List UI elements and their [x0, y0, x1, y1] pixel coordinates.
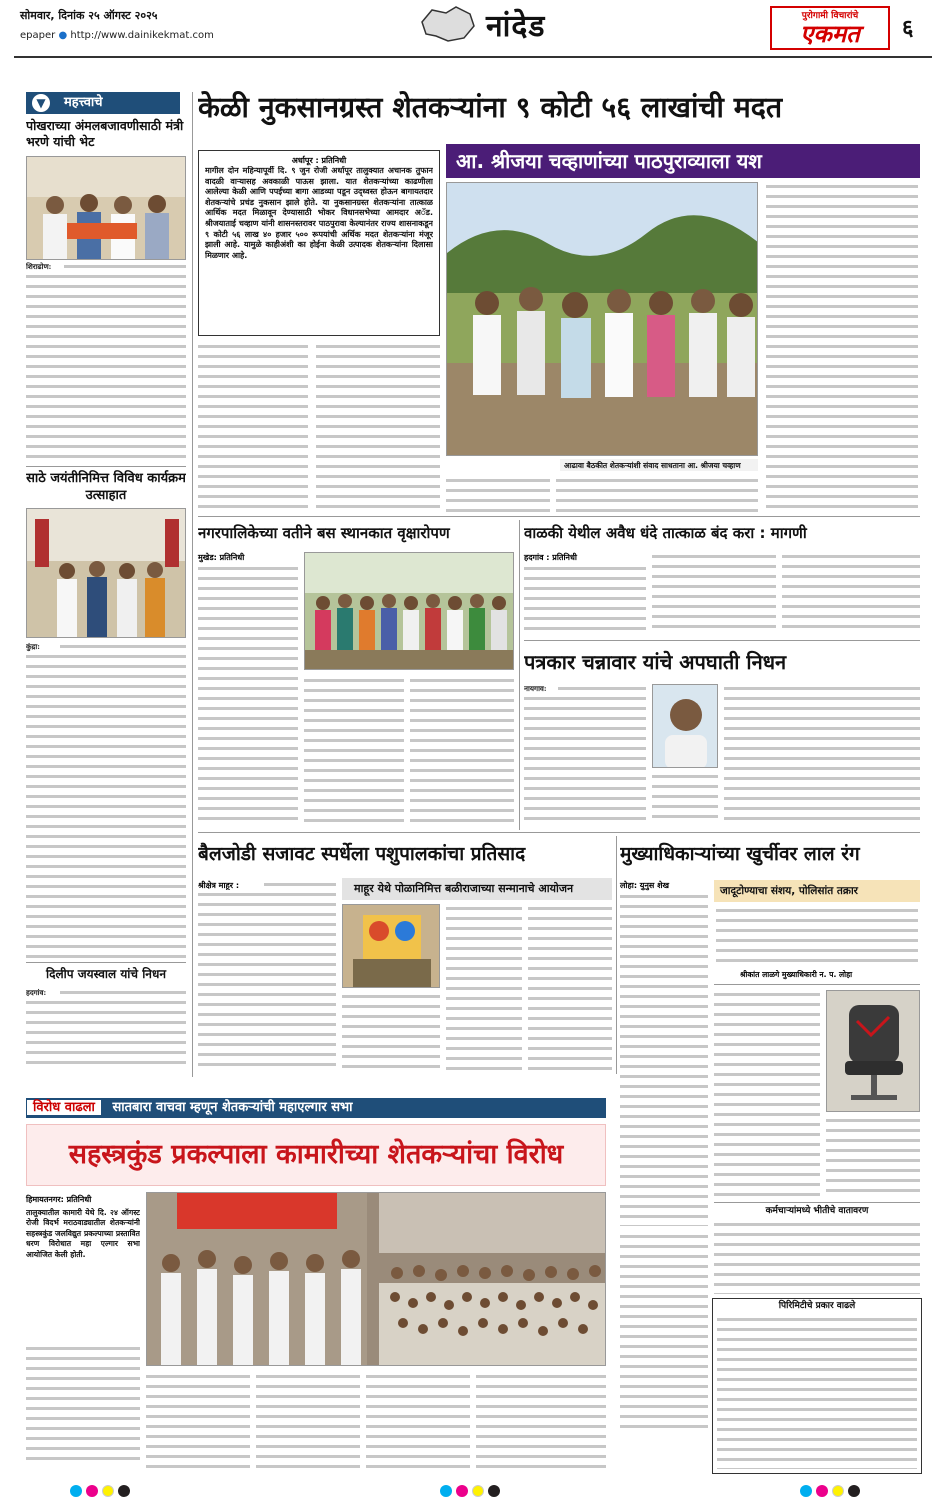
accident-lead: नायगाव: — [524, 684, 547, 693]
site-url: http://www.dainikekmat.com — [70, 30, 214, 41]
story1-body — [26, 262, 186, 462]
tree-photo — [304, 552, 514, 670]
masthead-logo — [770, 6, 890, 50]
chair-box2 — [712, 1298, 922, 1474]
header-rule — [14, 56, 932, 58]
bail-body-col4 — [528, 904, 612, 1072]
bail-body-col2 — [342, 992, 440, 1072]
chair-photo — [826, 990, 920, 1112]
bail-byline: श्रीक्षेत्र माहूर : — [198, 881, 240, 890]
lead-photo-caption: आढावा बैठकीत शेतकऱ्यांशी संवाद साधताना आ. श्रीजया चव्हाण — [560, 459, 758, 471]
story1-photo — [26, 156, 186, 260]
sahastra-strip — [26, 1098, 606, 1118]
sahastra-headline: सहस्त्रकुंड प्रकल्पाला कामारीच्या शेतकऱ्यांचा विरोध — [26, 1124, 606, 1186]
chair-quote — [716, 906, 918, 968]
lead-photo — [446, 182, 758, 456]
bail-body-col1 — [198, 890, 336, 1072]
bullet-icon: ▼ — [32, 94, 50, 112]
header-date: सोमवार, दिनांक २५ ऑगस्ट २०२५ — [20, 9, 158, 22]
chair-box2-title: पिरिमिटीचे प्रकार वाढले — [778, 1301, 856, 1311]
valki-body-col2 — [652, 552, 776, 634]
bail-body-col3 — [446, 904, 522, 1072]
accident-headline: पत्रकार चन्नावार यांचे अपघाती निधन — [524, 650, 787, 674]
section-badge-label: महत्त्वाचे — [26, 92, 180, 114]
chair-box1-title: कर्मचाऱ्यांमध्ये भीतीचे वातावरण — [765, 1206, 869, 1216]
sahastra-byline: हिमायतनगर: प्रतिनिधी — [26, 1195, 92, 1204]
chair-body-col1b — [620, 1232, 708, 1428]
logo-tagline: पुरोगामी विचारांचे — [801, 11, 859, 21]
color-registration-marks-left — [70, 1482, 134, 1501]
tree-headline: नगरपालिकेच्या वतीने बस स्थानकात वृक्षारोपण — [198, 524, 450, 542]
chair-box1-body — [714, 1220, 920, 1294]
district-map-icon — [418, 4, 478, 44]
city-title: नांदेड — [486, 9, 546, 44]
chair-byline: लोहा: युनुस शेख — [620, 881, 670, 890]
lead-body-col2 — [316, 342, 440, 512]
tree-byline: मुखेड: प्रतिनिधी — [198, 553, 245, 562]
lead-body-col5 — [766, 182, 918, 512]
sahastra-body-col3 — [256, 1372, 360, 1468]
lead-body-col1 — [198, 342, 308, 512]
story3-body — [26, 988, 186, 1068]
sahastra-body-col5 — [476, 1372, 606, 1468]
accident-portrait — [652, 684, 718, 768]
lead-intro: मागील दोन महिन्यापूर्वी दि. ९ जुन रोजी अर्धापूर तालुक्यात अचानक तुफान वादळी वाऱ्यासह अवकाळी पाऊस झाला. यात शेतकऱ्यांच्या काढणीला आलेल्या केळी आणि पपईच्या बागा आडव्या पडून उद्ध्वस्त होऊन बागायतदार शेतकऱ्यांचे प्रचंड नुकसान झाले होते. या नुकसानग्रस्त शेतकऱ्यांना तात्काळ आर्थिक मदत मिळावून देण्यासाठी भोकर विधानसभेच्या आमदार अॅड. श्रीजयाताई चव्हाण यांनी शासनस्तरावर पाठपुरावा केल्यानंतर राज्य शासनाकडून ९ कोटी ५६ लाख ४० हजार ५०० रूपयांची अर्थिक मदत शेतकऱ्यांना मंजूर झाली आहे. यामुळे काहीअंशी का होईना केळी उत्पादक शेतकऱ्यांना दिलासा मिळणार आहे. — [205, 166, 433, 260]
sahastra-body-col2 — [146, 1372, 250, 1468]
logo-name: एकमत — [800, 20, 860, 48]
story1-lead: शिराढोण: — [26, 262, 52, 271]
color-registration-marks-center — [440, 1482, 504, 1501]
valki-body-col3 — [782, 552, 920, 634]
tree-body-col1 — [198, 564, 298, 826]
lead-headline: केळी नुकसानग्रस्त शेतकऱ्यांना ९ कोटी ५६ लाखांची मदत — [198, 91, 783, 124]
story2-body — [26, 642, 186, 958]
story1-headline: पोखराच्या अंमलबजावणीसाठी मंत्री भरणे यांची भेट — [26, 118, 184, 149]
lead-body-col4 — [556, 476, 758, 512]
section-badge — [26, 92, 180, 114]
sahastra-body-col4 — [366, 1372, 470, 1468]
accident-body-col2 — [652, 772, 718, 824]
chair-body-col3 — [826, 1116, 920, 1198]
chair-headline: मुख्याधिकाऱ्यांच्या खुर्चीवर लाल रंग — [620, 843, 860, 865]
story2-headline: साठे जयंतीनिमित्त विविध कार्यक्रम उत्साहात — [26, 471, 186, 503]
bail-headline: बैलजोडी सजावट स्पर्धेला पशुपालकांचा प्रतिसाद — [198, 843, 526, 865]
sahastra-body-col1 — [26, 1344, 140, 1466]
story3-lead: हदगांव: — [26, 988, 47, 997]
valki-body-col1 — [524, 564, 646, 634]
story3-headline: दिलीप जयस्वाल यांचे निधन — [45, 967, 167, 981]
tree-body-col2 — [304, 676, 404, 826]
globe-icon: ● — [58, 30, 68, 41]
bail-photo — [342, 904, 440, 988]
chair-body-col2 — [714, 990, 820, 1198]
chair-body-col1 — [620, 892, 708, 1226]
sahastra-strip-text: सातबारा वाचवा म्हणून शेतकऱ्यांची महाएल्गार सभा — [112, 1100, 353, 1115]
lead-intro-box — [198, 150, 440, 336]
sahastra-photo — [146, 1192, 606, 1366]
accident-body-col3 — [724, 684, 920, 824]
lead-subhead: आ. श्रीजया चव्हाणांच्या पाठपुराव्याला यश — [446, 144, 920, 178]
chair-box2-body — [717, 1315, 917, 1469]
story2-lead: कुंद्रा: — [26, 642, 40, 651]
valki-byline: हदगांव : प्रतिनिधी — [524, 553, 577, 562]
story2-photo — [26, 508, 186, 638]
sahastra-intro: तालुक्यातील कामारी येथे दि. २४ ऑगस्ट रोजी विदर्भ मराठवाड्यातील शेतकऱ्यांनी सहस्त्रकुंड जलविद्युत प्रकल्पाच्या प्रस्तावित धरण विरोधात महा एल्गार सभा आयोजित केली होती. — [26, 1208, 140, 1259]
accident-body-col1 — [524, 684, 646, 824]
chair-sub-banner: जादूटोण्याचा संशय, पोलिसांत तक्रार — [714, 880, 920, 902]
page-number: ६ — [902, 16, 914, 41]
valki-headline: वाळकी येथील अवैध धंदे तात्काळ बंद करा : मागणी — [524, 524, 807, 542]
sahastra-strip-tag: विरोध वाढला — [26, 1099, 102, 1116]
header-url[interactable] — [20, 30, 214, 41]
lead-body-col3 — [446, 476, 550, 512]
lead-byline: अर्धापूर : प्रतिनिधी — [291, 156, 347, 165]
bail-sub-banner: माहूर येथे पोळानिमित्त बळीराजाच्या सन्मानाचे आयोजन — [342, 878, 612, 900]
epaper-label: epaper — [20, 30, 56, 41]
tree-body-col3 — [410, 676, 514, 826]
color-registration-marks-right — [800, 1482, 864, 1501]
chair-quote-author: श्रीकांत लाळगे मुख्याधिकारी न. प. लोहा — [740, 970, 853, 979]
